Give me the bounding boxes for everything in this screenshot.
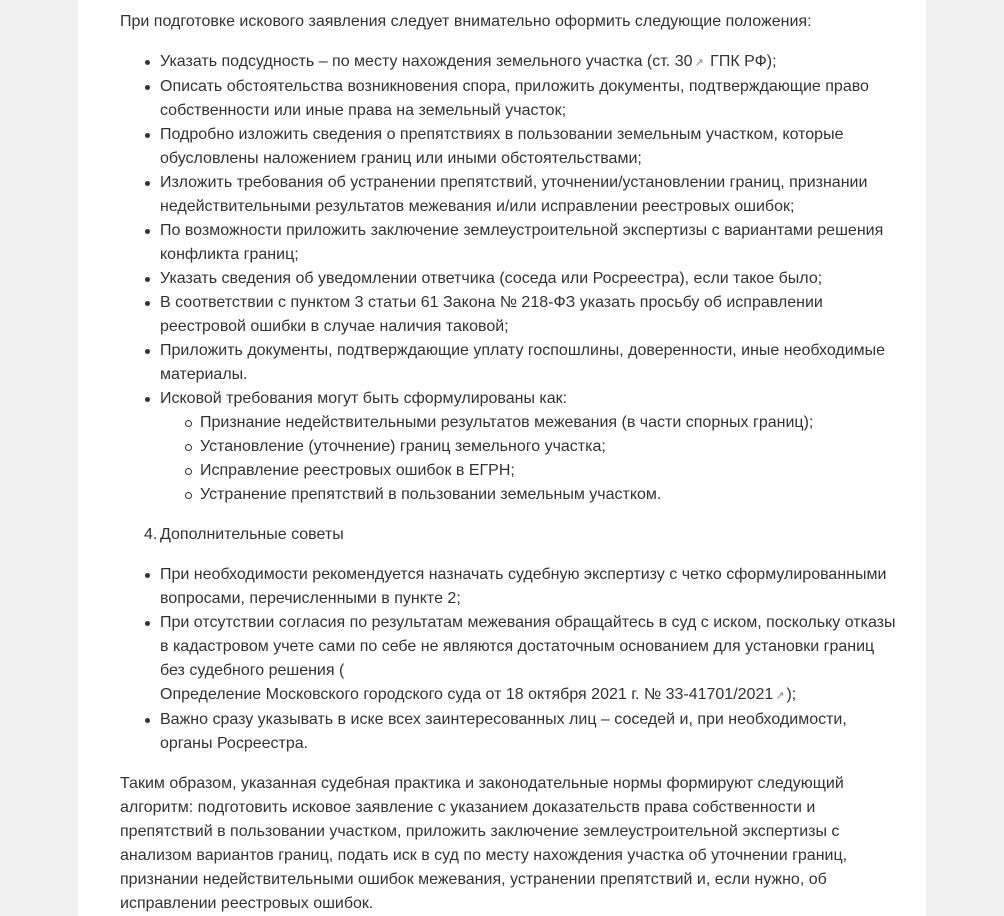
sublist-item: Устранение препятствий в пользовании земельным участком. (160, 483, 900, 507)
claims-sublist (160, 411, 900, 507)
list-item: Указать подсудность – по месту нахождения земельного участка (ст. 30 ↗ ГПК РФ); (120, 50, 900, 75)
list-item: По возможности приложить заключение землеустроительной экспертизы с вариантами решения конфликта границ; (120, 219, 900, 267)
tips-list (120, 563, 900, 756)
list-item: Важно сразу указывать в иске всех заинтересованных лиц – соседей и, при необходимости, органы Росреестра. (120, 708, 900, 756)
section-title: Дополнительные советы (160, 526, 344, 543)
list-item: При необходимости рекомендуется назначать судебную экспертизу с четко сформулированными вопросами, перечисленными в пункте 2; (120, 563, 900, 611)
section-number: 4. (144, 526, 158, 543)
sublist-item: Исправление реестровых ошибок в ЕГРН; (160, 459, 900, 483)
list-item: Указать сведения об уведомлении ответчика (соседа или Росреестра), если такое было; (120, 267, 900, 291)
section-heading-4 (120, 523, 900, 547)
sublist-item: Признание недействительными результатов межевания (в части спорных границ); (160, 411, 900, 435)
external-link-icon[interactable]: ↗ (694, 57, 704, 69)
list-item: В соответствии с пунктом 3 статьи 61 Закона № 218-ФЗ указать просьбу об исправлении реестровой ошибки в случае наличия таковой; (120, 291, 900, 339)
document-card (78, 0, 926, 916)
list-item: Изложить требования об устранении препятствий, уточнении/установлении границ, признании недействительными результатов межевания и/или исправлении реестровых ошибок; (120, 171, 900, 219)
conclusion-paragraph: Таким образом, указанная судебная практика и законодательные нормы формируют следующий алгоритм: подготовить исковое заявление с указанием доказательств права собственности и препятствий в пользовании участком, приложить заключение землеустроительной экспертизы с анализом вариантов границ, подать иск в суд по месту нахождения участка об уточнении границ, признании недействительными ошибок межевания, устранении препятствий и, если нужно, об исправлении реестровых ошибок. (120, 775, 848, 912)
external-link-icon[interactable]: ↗ (775, 690, 785, 702)
list-item: При отсутствии согласия по результатам межевания обращайтесь в суд с иском, поскольку отказы в кадастровом учете сами по себе не являются достаточным основанием для установки границ без судебного решения ( Определение Московского городского суда от 18 октября 2021 г. № 33-41701/2021 ↗ ); (120, 611, 900, 708)
list-item: Исковой требования могут быть сформулированы как: Признание недействительными результатов межевания (в части спорных границ); Установление (уточнение) границ земельного участка; Исправление реестровых ошибок в ЕГРН; Устранение препятствий в пользовании земельным участком. (120, 387, 900, 507)
document-content (120, 10, 900, 916)
court-ruling-link[interactable]: Определение Московского городского суда от 18 октября 2021 г. № 33-41701/2021 (160, 686, 774, 703)
list-item: Приложить документы, подтверждающие уплату госпошлины, доверенности, иные необходимые материалы. (120, 339, 900, 387)
list-item: Подробно изложить сведения о препятствиях в пользовании земельным участком, которые обусловлены наложением границ или иными обстоятельствами; (120, 123, 900, 171)
sublist-item: Установление (уточнение) границ земельного участка; (160, 435, 900, 459)
requirements-list (120, 50, 900, 507)
list-item: Описать обстоятельства возникновения спора, приложить документы, подтверждающие право собственности или иные права на земельный участок; (120, 75, 900, 123)
intro-paragraph: При подготовке искового заявления следует внимательно оформить следующие положения: (120, 13, 812, 30)
